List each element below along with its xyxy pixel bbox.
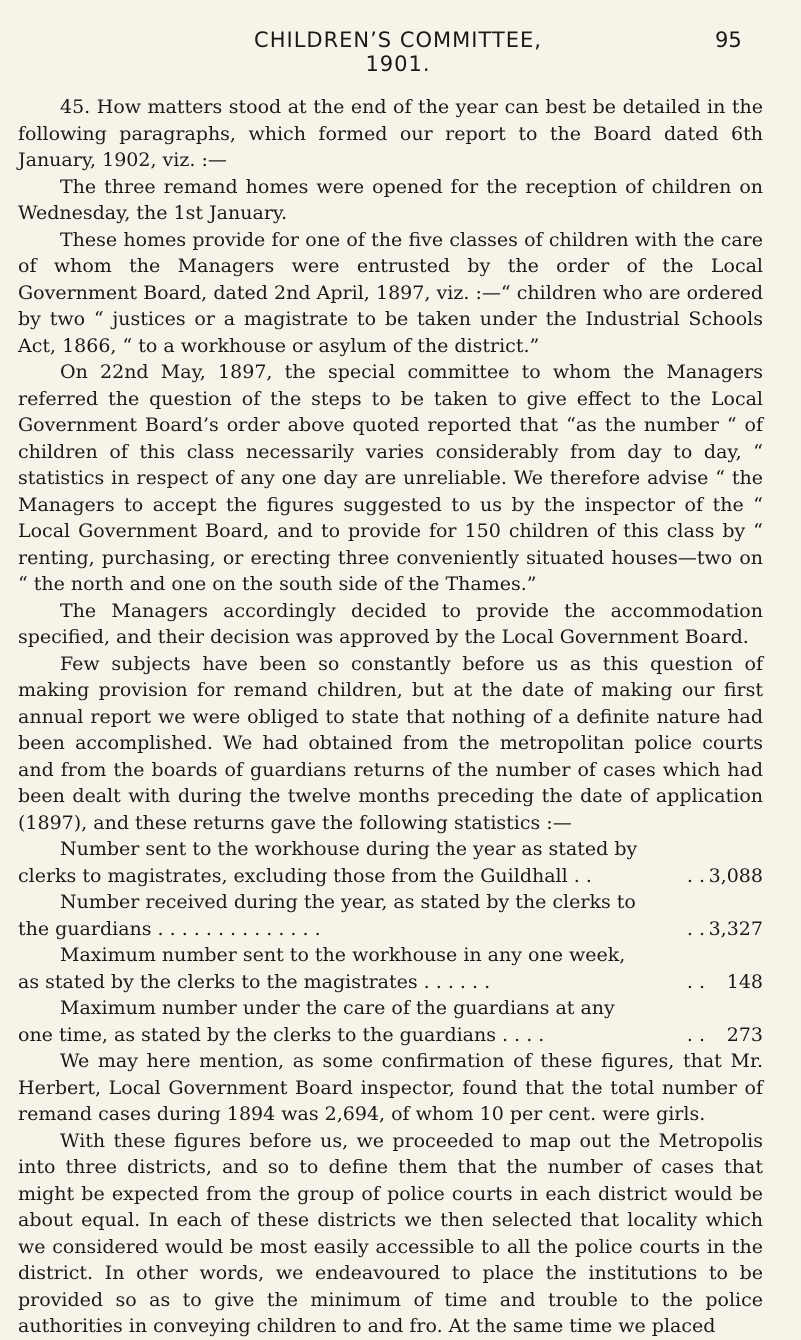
statistic-row (18, 916, 763, 943)
statistic-value: 3,088 (708, 864, 763, 887)
statistic-leader: . . (686, 970, 705, 993)
statistic-item (18, 836, 763, 889)
paragraph-special-committee: On 22nd May, 1897, the special committee to whom the Managers referred the question of the steps to be taken to give effect to the Local Government Board’s order above quoted reported that “as the number “ of children of this class necessarily varies considerably from day to day, “ statistics in respect of any one day are unreliable. We therefore advise “ the Managers to accept the figures suggested to us by the inspector of the “ Local Government Board, and to provide for 150 children of this class by “ renting, purchasing, or erecting three conveniently situated houses—two on “ the north and one on the south side of the Thames.” (18, 361, 763, 595)
statistic-value: 273 (726, 1023, 763, 1046)
statistic-leader: . . (686, 917, 705, 940)
statistic-line: Maximum number sent to the workhouse in any one week, (60, 944, 626, 966)
paragraph-managers-decision: The Managers accordingly decided to provide the accommodation specified, and their decision was approved by the Local Government Board. (18, 599, 763, 648)
statistic-line: as stated by the clerks to the magistrates . . . . . . (18, 970, 491, 993)
statistics-list (18, 836, 763, 1048)
paragraph-remand-homes-opened: The three remand homes were opened for the reception of children on Wednesday, the 1st January. (18, 175, 763, 224)
statistic-item (18, 889, 763, 942)
paragraph-mr-herbert: We may here mention, as some confirmation of these figures, that Mr. Herbert, Local Government Board inspector, found that the total number of remand cases during 1894 was 2,694, of whom 10 per cent. were girls. (18, 1050, 763, 1125)
page-number: 95 (715, 28, 742, 52)
statistic-item (18, 942, 763, 995)
statistic-line: Number received during the year, as stated by the clerks to (60, 891, 636, 913)
statistic-row (18, 863, 763, 890)
statistic-line: the guardians . . . . . . . . . . . . . . (18, 917, 321, 940)
statistic-item (18, 995, 763, 1048)
paragraph-districts: With these figures before us, we proceeded to map out the Metropolis into three districts, and so to define them that the number of cases that might be expected from the group of police courts in each district would be about equal. In each of these districts we then selected that locality which we considered would be most easily accessible to all the police courts in the district. In other words, we endeavoured to place the institutions to be provided so as to give the minimum of time and trouble to the police authorities in conveying children to and fro. At the same time we placed (18, 1129, 763, 1337)
paragraph-45: 45. How matters stood at the end of the year can best be detailed in the following paragraphs, which formed our report to the Board dated 6th January, 1902, viz. :— (18, 96, 763, 171)
statistic-leader: . . (686, 864, 705, 887)
statistic-leader: . . (686, 1023, 705, 1046)
statistic-line: Number sent to the workhouse during the year as stated by (60, 838, 638, 860)
statistic-value: 148 (726, 970, 763, 993)
paragraph-few-subjects: Few subjects have been so constantly before us as this question of making provision for remand children, but at the date of making our first annual report we were obliged to state that nothing of a definite nature had been accomplished. We had obtained from the metropolitan police courts and from the boards of guardians returns of the number of cases which had been dealt with during the twelve months preceding the date of application (1897), and these returns gave the following statistics :— (18, 652, 763, 834)
statistic-row (18, 1022, 763, 1049)
statistic-line: clerks to magistrates, excluding those from the Guildhall . . (18, 864, 592, 887)
statistic-row (18, 969, 763, 996)
statistic-value: 3,327 (708, 917, 763, 940)
paragraph-homes-provide: These homes provide for one of the five classes of children with the care of whom the Managers were entrusted by the order of the Local Government Board, dated 2nd April, 1897, viz. :—“ children who are ordered by two “ justices or a magistrate to be taken under the Industrial Schools Act, 1866, “ to a workhouse or asylum of the district.” (18, 228, 763, 357)
statistic-line: Maximum number under the care of the guardians at any (60, 997, 615, 1019)
running-header: CHILDREN’S COMMITTEE, 1901. (254, 28, 542, 76)
page-body (18, 94, 763, 1340)
statistic-line: one time, as stated by the clerks to the guardians . . . . (18, 1023, 545, 1046)
